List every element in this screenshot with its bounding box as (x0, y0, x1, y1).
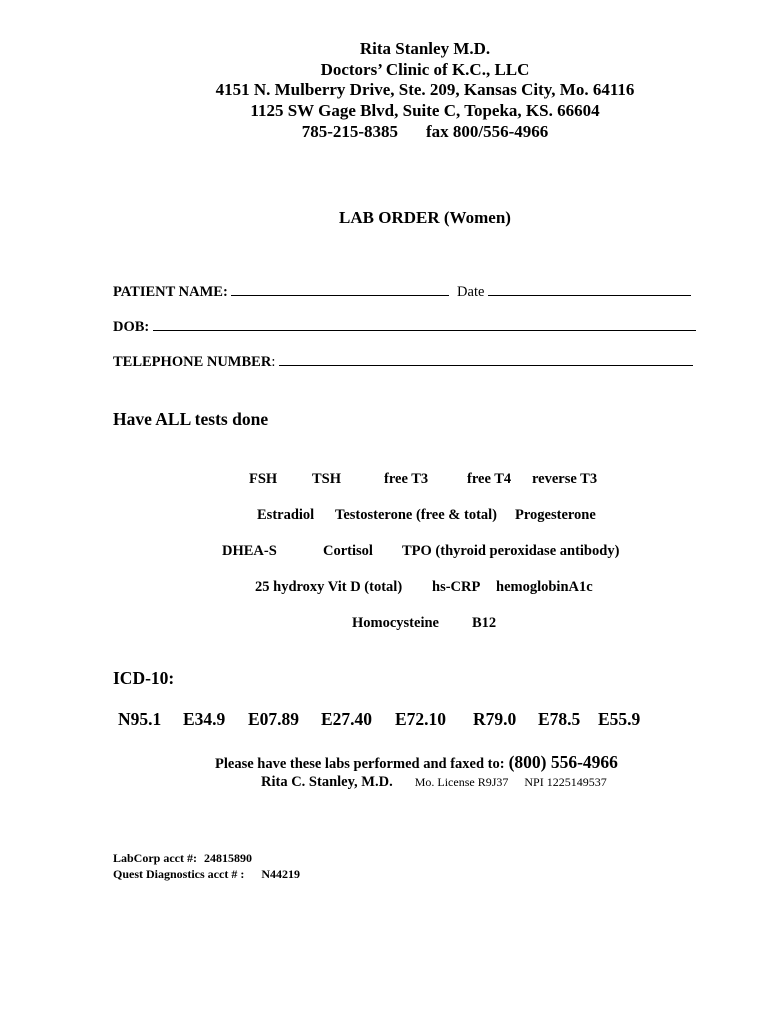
test-free-t4: free T4 (467, 471, 512, 487)
signature-row (261, 773, 607, 791)
labcorp-value: 24815890 (204, 851, 252, 865)
page-title: LAB ORDER (Women) (339, 208, 511, 227)
quest-value: N44219 (261, 867, 300, 881)
fax-instruction: Please have these labs performed and faxed to: (215, 756, 505, 772)
tests-heading: Have ALL tests done (113, 409, 269, 429)
test-testosterone: Testosterone (free & total) (335, 507, 497, 523)
labcorp-label: LabCorp acct #: (113, 851, 197, 865)
telephone-label: TELEPHONE NUMBER (113, 354, 272, 370)
telephone-colon: : (271, 354, 276, 370)
test-vit-d: 25 hydroxy Vit D (total) (255, 579, 403, 595)
dob-row (113, 318, 696, 336)
patient-name-line[interactable] (231, 283, 449, 296)
letterhead (0, 39, 770, 143)
test-dhea-s: DHEA-S (222, 543, 277, 559)
telephone-row (113, 353, 693, 371)
doctor-name: Rita Stanley M.D. (359, 39, 491, 58)
address-kansas-city: 4151 N. Mulberry Drive, Ste. 209, Kansas City, Mo. 64116 (215, 80, 635, 100)
test-homocysteine: Homocysteine (352, 615, 439, 631)
test-progesterone: Progesterone (515, 507, 596, 523)
license-number: Mo. License R9J37 (414, 775, 509, 789)
test-estradiol: Estradiol (257, 507, 315, 523)
dob-label: DOB: (113, 319, 150, 335)
icd-code: E78.5 (538, 709, 581, 729)
quest-label: Quest Diagnostics acct # : (113, 867, 245, 881)
test-hs-crp: hs-CRP (432, 579, 481, 595)
icd-label: ICD-10: (113, 668, 175, 688)
dob-line[interactable] (153, 318, 696, 331)
fax-to-number: (800) 556-4966 (508, 752, 618, 772)
test-fsh: FSH (249, 471, 278, 487)
icd-code: E72.10 (395, 709, 447, 729)
npi-number: NPI 1225149537 (524, 775, 607, 789)
icd-code: E55.9 (598, 709, 641, 729)
patient-name-label: PATIENT NAME: (113, 284, 228, 300)
patient-name-row (113, 283, 691, 301)
date-line[interactable] (488, 283, 691, 296)
test-cortisol: Cortisol (323, 543, 373, 559)
signature-name: Rita C. Stanley, M.D. (261, 774, 393, 790)
test-free-t3: free T3 (384, 471, 429, 487)
icd-code: E27.40 (321, 709, 373, 729)
fax-instruction-row (215, 752, 618, 773)
icd-code: E34.9 (183, 709, 226, 729)
quest-row (113, 867, 300, 882)
test-hba1c: hemoglobinA1c (496, 579, 593, 595)
address-topeka: 1125 SW Gage Blvd, Suite C, Topeka, KS. 66604 (250, 101, 600, 121)
icd-code: R79.0 (473, 709, 517, 729)
test-b12: B12 (472, 615, 497, 631)
telephone-line[interactable] (279, 353, 693, 366)
date-label: Date (457, 284, 485, 300)
test-tpo: TPO (thyroid peroxidase antibody) (402, 543, 620, 559)
contact-line (0, 122, 770, 143)
labcorp-row (113, 851, 252, 866)
icd-code: E07.89 (248, 709, 300, 729)
test-reverse-t3: reverse T3 (532, 471, 598, 487)
icd-code: N95.1 (118, 709, 162, 729)
fax-number: fax 800/556-4966 (426, 121, 549, 141)
phone-number: 785-215-8385 (301, 121, 399, 141)
clinic-name: Doctors’ Clinic of K.C., LLC (320, 59, 530, 79)
test-tsh: TSH (312, 471, 342, 487)
